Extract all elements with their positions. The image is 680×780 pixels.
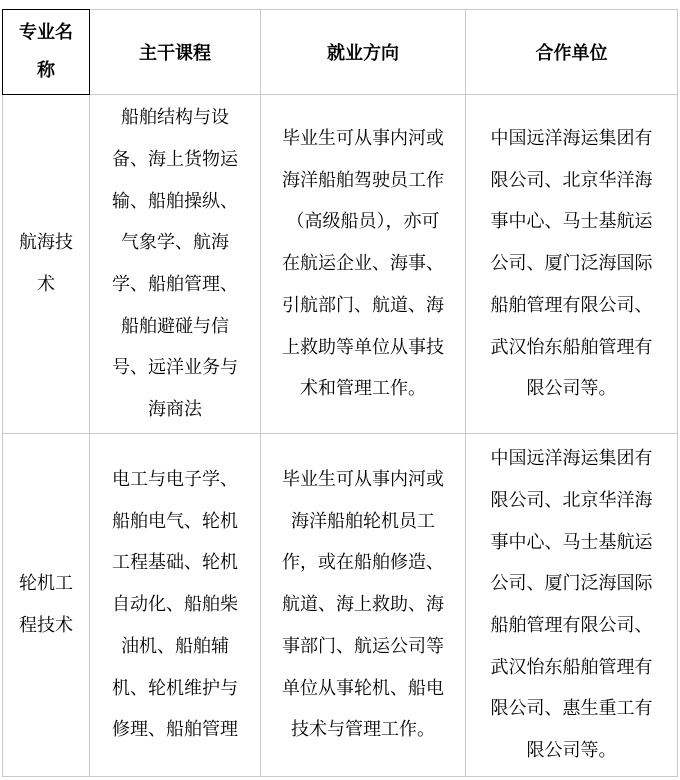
partners-cell <box>466 95 678 434</box>
cell-text-line: 引航部门、航道、海 <box>282 294 444 316</box>
cell-text-line: 航道、海上救助、海 <box>282 594 444 616</box>
table-row <box>3 434 678 777</box>
cell-text-line: 船舶结构与设 <box>121 107 229 129</box>
cell-text-line: 工程基础、轮机 <box>112 552 238 574</box>
cell-text-line: 技术与管理工作。 <box>291 719 435 741</box>
cell-text-line: 限公司、北京华洋海 <box>490 489 653 511</box>
cell-text-line: 公司、厦门泛海国际 <box>490 253 653 275</box>
cell-text-line: 上救助等单位从事技 <box>282 336 444 358</box>
cell-text-line: 毕业生可从事内河或 <box>282 469 444 491</box>
header-major-name <box>3 10 90 95</box>
cell-text-line: 船舶电气、轮机 <box>112 510 238 532</box>
cell-text-line: 气象学、航海 <box>121 232 229 254</box>
cell-text-line: 中国远洋海运集团有 <box>490 128 653 150</box>
major-name-line: 专业名 <box>19 22 73 43</box>
header-employment: 就业方向 <box>261 10 466 95</box>
cell-text-line: 事中心、马士基航运 <box>490 531 653 553</box>
cell-text-line: 限公司等。 <box>526 740 617 762</box>
cell-text-line: 船舶管理有限公司、 <box>490 294 653 316</box>
cell-text-line: 武汉怡东船舶管理有 <box>490 656 653 678</box>
cell-text-line: 输、船舶操纵、 <box>112 190 238 212</box>
cell-text-line: 船舶避碰与信 <box>121 315 229 337</box>
cell-text-line: 术和管理工作。 <box>300 378 426 400</box>
cell-text-line: 单位从事轮机、船电 <box>282 677 444 699</box>
cell-text-line: 限公司等。 <box>526 378 617 400</box>
major-name-line: 程技术 <box>19 615 73 636</box>
cell-text-line: 自动化、船舶柴 <box>112 594 238 616</box>
cell-text-line: 机、轮机维护与 <box>112 677 238 699</box>
cell-text-line: 船舶管理有限公司、 <box>490 615 653 636</box>
cell-text-line: 事中心、马士基航运 <box>490 211 653 233</box>
cell-text-line: 学、船舶管理、 <box>112 274 238 295</box>
employment-cell <box>261 434 466 777</box>
cell-text-line: 海商法 <box>148 399 202 421</box>
courses-cell <box>90 95 261 434</box>
cell-text-line: 公司、厦门泛海国际 <box>490 573 653 595</box>
table-row <box>3 95 678 434</box>
major-info-table <box>2 9 678 777</box>
cell-text-line: 油机、船舶辅 <box>121 635 229 657</box>
header-courses: 主干课程 <box>90 10 261 95</box>
cell-text-line: 在航运企业、海事、 <box>282 253 444 275</box>
major-name-line: 轮机工 <box>19 573 73 594</box>
cell-text-line: 毕业生可从事内河或 <box>282 128 444 150</box>
partners-cell <box>466 434 678 777</box>
major-name-line: 术 <box>37 274 55 295</box>
employment-cell <box>261 95 466 434</box>
cell-text-line: 限公司、北京华洋海 <box>490 169 653 191</box>
cell-text-line: 作，或在船舶修造、 <box>282 552 444 574</box>
major-name-line: 称 <box>37 60 55 81</box>
major-name-cell <box>3 95 90 434</box>
cell-text-line: 海洋船舶驾驶员工作 <box>282 169 444 191</box>
courses-cell <box>90 434 261 777</box>
cell-text-line: 限公司、惠生重工有 <box>490 698 653 720</box>
major-name-line: 航海技 <box>19 232 73 253</box>
cell-text-line: 号、远洋业务与 <box>112 357 238 379</box>
header-row <box>3 10 678 95</box>
cell-text-line: 中国远洋海运集团有 <box>490 448 653 470</box>
cell-text-line: 备、海上货物运 <box>112 148 238 170</box>
cell-text-line: 事部门、航运公司等 <box>282 635 444 657</box>
major-name-cell <box>3 434 90 777</box>
cell-text-line: （高级船员），亦可 <box>286 211 440 233</box>
cell-text-line: 海洋船舶轮机员工 <box>291 510 435 532</box>
cell-text-line: 修理、船舶管理 <box>112 719 238 741</box>
cell-text-line: 武汉怡东船舶管理有 <box>490 336 653 358</box>
header-partners: 合作单位 <box>466 10 678 95</box>
cell-text-line: 电工与电子学、 <box>112 469 238 491</box>
